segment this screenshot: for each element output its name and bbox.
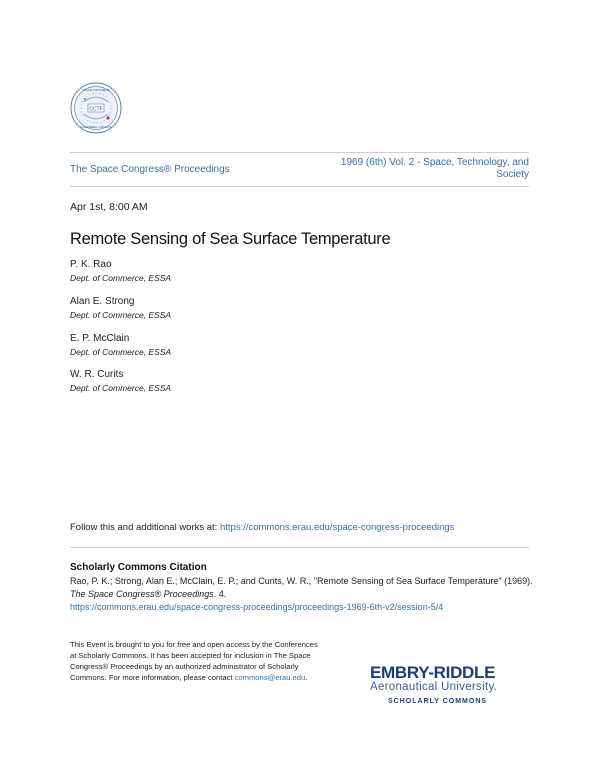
author-name[interactable]: E. P. McClain xyxy=(70,333,130,344)
citation-text xyxy=(70,575,540,614)
access-notice xyxy=(70,639,320,683)
citation-issue: . 4. xyxy=(213,589,227,599)
author-affiliation: Dept. of Commerce, ESSA xyxy=(70,347,172,357)
contact-email-link[interactable]: commons@erau.edu xyxy=(234,673,306,682)
author-name[interactable]: W. R. Curits xyxy=(70,369,124,380)
volume-link[interactable]: 1969 (6th) Vol. 2 - Space, Technology, and Society xyxy=(340,157,529,180)
follow-line xyxy=(70,522,454,533)
author-affiliation: Dept. of Commerce, ESSA xyxy=(70,383,172,393)
scholarly-commons-tag: SCHOLARLY COMMONS xyxy=(388,698,488,705)
svg-text:CCTF: CCTF xyxy=(89,106,103,113)
series-link[interactable]: The Space Congress® Proceedings xyxy=(70,164,230,175)
erau-logo-sub: Aeronautical University. xyxy=(370,681,498,693)
header-top-divider xyxy=(70,152,529,153)
event-date: Apr 1st, 8:00 AM xyxy=(70,201,148,213)
conference-seal-icon xyxy=(70,82,122,134)
citation-heading: Scholarly Commons Citation xyxy=(70,562,207,573)
author-affiliation: Dept. of Commerce, ESSA xyxy=(70,310,172,320)
author-affiliation: Dept. of Commerce, ESSA xyxy=(70,273,172,283)
header-bottom-divider xyxy=(70,186,529,187)
svg-text:SPACE CONGRESS: SPACE CONGRESS xyxy=(82,88,110,92)
author-name[interactable]: P. K. Rao xyxy=(70,259,112,270)
author-name[interactable]: Alan E. Strong xyxy=(70,296,135,307)
citation-journal: The Space Congress® Proceedings xyxy=(70,589,214,599)
citation-body: Rao, P. K.; Strong, Alan E.; McClain, E. P.; and Curits, W. R., "Remote Sensing of Sea Surface Temperature" (1969). xyxy=(70,576,533,586)
follow-link[interactable]: https://commons.erau.edu/space-congress-proceedings xyxy=(219,522,455,533)
erau-logo-main: EMBRY-RIDDLE xyxy=(370,663,496,682)
follow-prefix: Follow this and additional works at: xyxy=(70,522,218,533)
notice-end: . xyxy=(305,673,308,682)
access-notice-text: This Event is brought to you for free and open access by the Conferences at Scholarly Commons. It has been accepted for inclusion in The Space Congress® Proceedings by an authorized administrator of Scholarly Commons. For more information, please contact xyxy=(70,640,318,682)
citation-link[interactable]: https://commons.erau.edu/space-congress-proceedings/proceedings-1969-6th-v2/session-5/4 xyxy=(70,602,444,612)
page-title: Remote Sensing of Sea Surface Temperature xyxy=(70,230,391,248)
svg-text:CANAVERAL COUNCIL: CANAVERAL COUNCIL xyxy=(79,125,113,129)
citation-divider xyxy=(70,547,529,548)
